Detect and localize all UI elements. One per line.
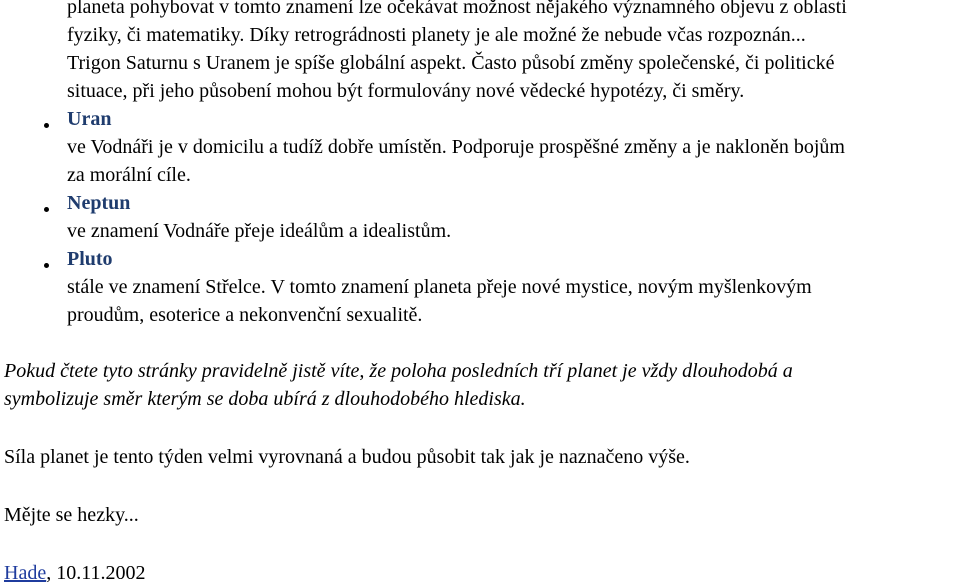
saturn-text-line-2: fyziky, či matematiky. Díky retrográdnosti planety je ale možné že nebude včas rozpoznán... bbox=[67, 24, 806, 46]
signature-date: , 10.11.2002 bbox=[46, 562, 146, 584]
planet-uran-text-line-1: ve Vodnáři je v domicilu a tudíž dobře umístěn. Podporuje prospěšné změny a je nakloněn bojům bbox=[67, 136, 845, 158]
bullet-pluto bbox=[44, 263, 49, 268]
bullet-neptun bbox=[44, 207, 49, 212]
planet-pluto-text-line-2: proudům, esoterice a nekonvenční sexualitě. bbox=[67, 304, 423, 326]
planet-heading-pluto: Pluto bbox=[67, 248, 113, 270]
saturn-text-line-3: Trigon Saturnu s Uranem je spíše globální aspekt. Často působí změny společenské, či politické bbox=[67, 52, 835, 74]
note-line-1: Pokud čtete tyto stránky pravidelně jistě víte, že poloha posledních tří planet je vždy dlouhodobá a bbox=[4, 360, 793, 382]
author-link[interactable]: Hade bbox=[4, 562, 47, 584]
bullet-uran bbox=[44, 123, 49, 128]
saturn-text-line-1: planeta pohybovat v tomto znamení lze očekávat možnost nějakého významného objevu z oblasti bbox=[67, 0, 847, 18]
planet-uran-text-line-2: za morální cíle. bbox=[67, 164, 191, 186]
planet-neptun-text-line-1: ve znamení Vodnáře přeje ideálům a idealistům. bbox=[67, 220, 452, 242]
closing-text: Mějte se hezky... bbox=[4, 504, 139, 526]
planet-heading-neptun: Neptun bbox=[67, 192, 131, 214]
planet-pluto-text-line-1: stále ve znamení Střelce. V tomto znamení planeta přeje nové mystice, novým myšlenkovým bbox=[67, 276, 812, 298]
note-line-2: symbolizuje směr kterým se doba ubírá z dlouhodobého hlediska. bbox=[4, 388, 526, 410]
saturn-text-line-4: situace, při jeho působení mohou být formulovány nové vědecké hypotézy, či směry. bbox=[67, 80, 745, 102]
signature bbox=[4, 560, 145, 586]
planet-heading-uran: Uran bbox=[67, 108, 112, 130]
summary-text: Síla planet je tento týden velmi vyrovnaná a budou působit tak jak je naznačeno výše. bbox=[4, 446, 690, 468]
